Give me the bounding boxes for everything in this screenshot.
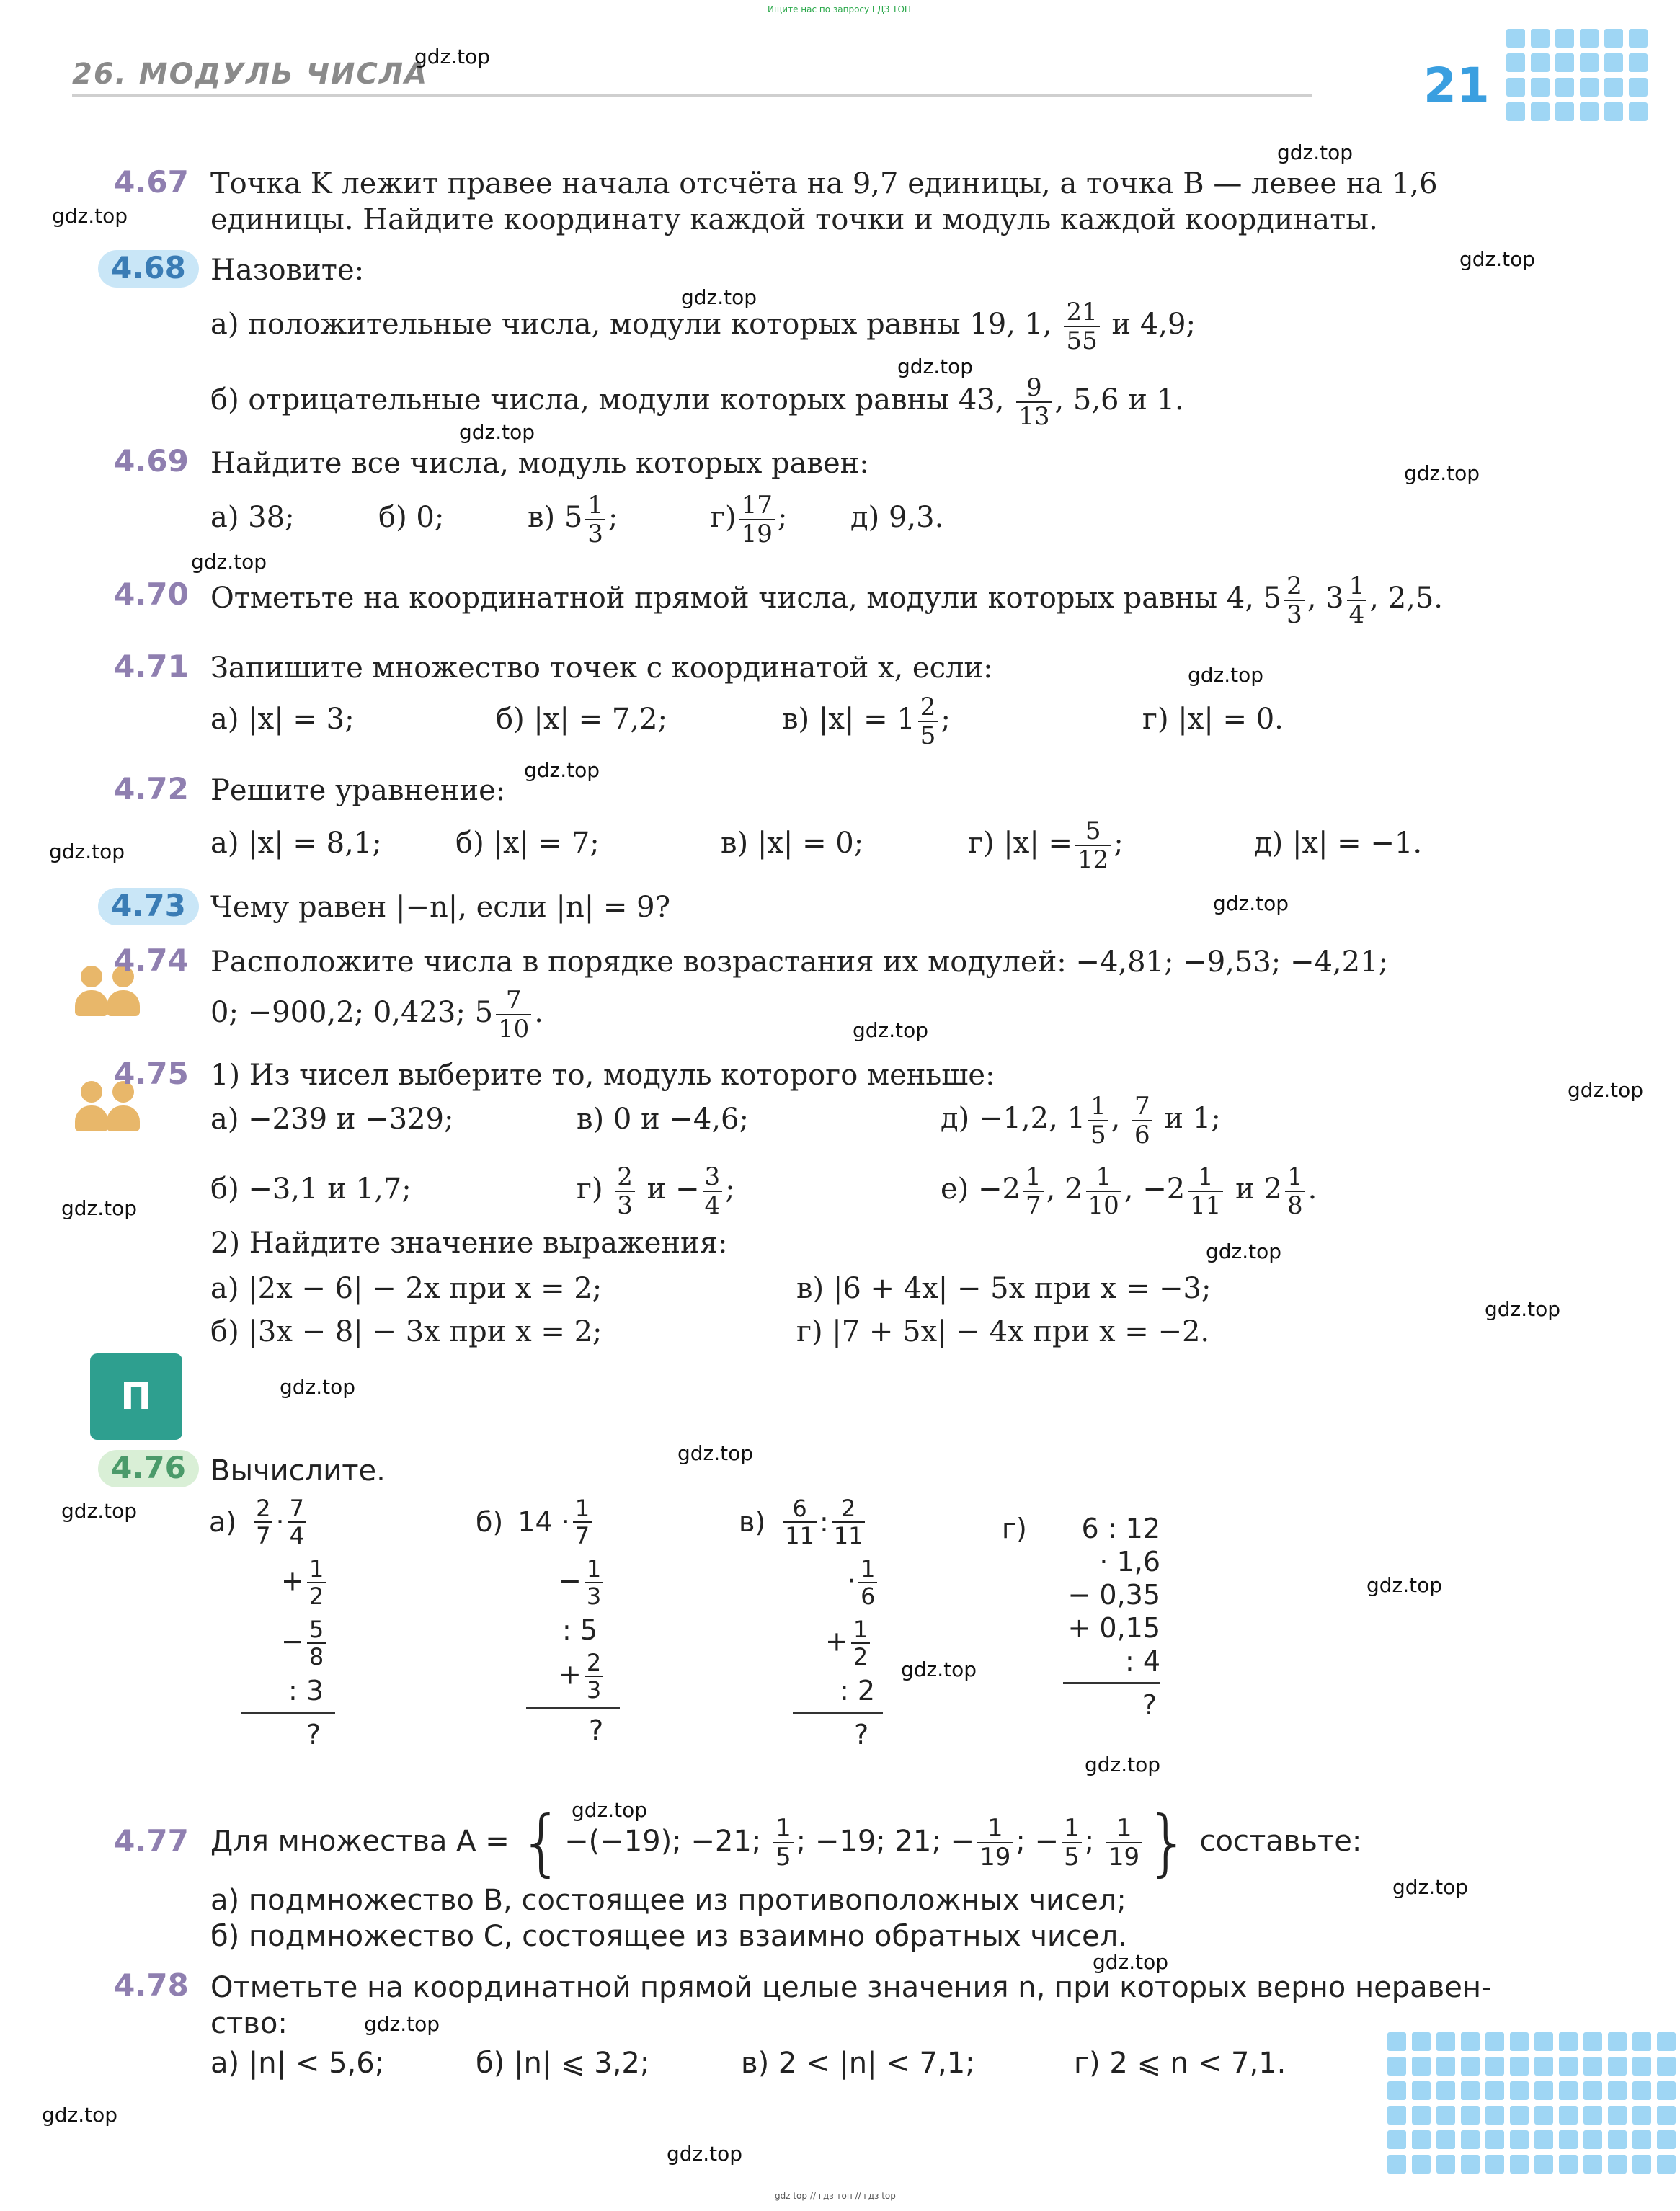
watermark: gdz.top [191,550,267,574]
exercise-4-74-line1: Расположите числа в порядке возрастания их модулей: −4,81; −9,53; −4,21; [210,946,1389,979]
exercise-4-72-g: г) |x| = $\frac{5}{12}$ ; [968,817,1124,874]
exercise-4-77-b: б) подмножество C, состоящее из взаимно обратных чисел. [210,1920,1127,1953]
exercise-4-69-a: а) 38; [210,501,295,534]
exercise-4-68-a-tail: и 4,9; [1111,308,1196,341]
exercise-4-71-a: а) |x| = 3; [210,703,355,736]
fraction: $\frac{9}{13}$ [1016,374,1052,430]
exercise-4-68-a-text: а) положительные числа, модули которых равны 19, 1, [210,308,1052,341]
exercise-4-68-b [210,371,1184,430]
exercise-4-75-expr-v: в) |6 + 4x| − 5x при x = −3; [796,1272,1212,1305]
exercise-4-75-d: д) −1,2, 1 $\frac{1}{5}$ , $\frac{7}{6}$ и 1; [941,1092,1221,1149]
fraction: $\frac{1}{3}$ [585,491,605,548]
exercise-number-4-74: 4.74 [114,943,189,978]
watermark: gdz.top [459,420,535,444]
bottom-note: gdz top // гдз топ // гдз top [775,2191,896,2201]
exercise-4-75-part1: 1) Из чисел выберите то, модуль которого меньше: [210,1059,995,1092]
exercise-4-69-v: в) 5 $\frac{1}{3}$ ; [528,491,618,548]
exercise-4-72-b: б) |x| = 7; [455,827,600,860]
exercise-4-75-b: б) −3,1 и 1,7; [210,1173,412,1206]
watermark: gdz.top [49,840,125,863]
exercise-4-72-d: д) |x| = −1. [1254,827,1423,860]
exercise-4-73-text: Чему равен |−n|, если |n| = 9? [210,891,671,924]
fraction: $\frac{1}{5}$ [1062,1815,1082,1871]
watermark: gdz.top [1277,141,1354,164]
fraction: $\frac{2}{3}$ [1284,572,1305,628]
watermark: gdz.top [1213,891,1289,915]
watermark: gdz.top [280,1375,356,1399]
fraction: $\frac{1}{5}$ [773,1815,794,1871]
fraction: $\frac{1}{7}$ [1023,1163,1044,1219]
fraction: $\frac{1}{2}$ [307,1556,326,1609]
exercise-4-71-title: Запишите множество точек с координатой x, если: [210,651,993,685]
exercise-number-4-77: 4.77 [114,1823,189,1859]
fraction: $\frac{1}{6}$ [858,1556,877,1609]
fraction: $\frac{1}{11}$ [1188,1163,1223,1219]
section-title: 26. МОДУЛЬ ЧИСЛА [72,58,429,91]
exercise-number-4-68: 4.68 [98,250,199,288]
exercise-4-71-g: г) |x| = 0. [1142,703,1284,736]
exercise-4-68-b-tail: , 5,6 и 1. [1054,383,1184,417]
fraction: $\frac{21}{55}$ [1064,298,1099,355]
calc-chain-b: б) 14 · $\frac{1}{7}$ − $\frac{1}{3}$ : 5 + $\frac{2}{3}$ ? [476,1495,620,1747]
watermark: gdz.top [1568,1078,1644,1102]
page-number: 21 [1423,58,1490,113]
exercise-4-75-expr-b: б) |3x − 8| − 3x при x = 2; [210,1315,603,1348]
exercise-4-76-title: Вычислите. [210,1454,386,1487]
fraction: $\frac{1}{8}$ [1285,1163,1305,1219]
watermark: gdz.top [1366,1573,1443,1597]
exercise-4-68-title: Назовите: [210,254,365,287]
exercise-4-67-line2: единицы. Найдите координату каждой точки и модуль каждой координаты. [210,203,1378,236]
fraction: $\frac{2}{7}$ [254,1495,272,1549]
exercise-number-4-71: 4.71 [114,649,189,684]
top-search-note: Ищите нас по запросу ГДЗ ТОП [768,4,911,14]
fraction: $\frac{17}{19}$ [739,491,775,548]
calc-chain-a: а) $\frac{2}{7}$ · $\frac{7}{4}$ + $\frac{1}{2}$ − $\frac{5}{8}$ : 3 ? [209,1495,335,1751]
watermark: gdz.top [677,1441,754,1465]
calc-chain-g: г) 6 : 12 · 1,6 − 0,35 + 0,15 : 4 ? [1002,1513,1160,1721]
watermark: gdz.top [1085,1753,1161,1776]
watermark: gdz.top [1459,247,1536,271]
fraction: $\frac{5}{8}$ [307,1616,326,1670]
exercise-number-4-70: 4.70 [114,577,189,612]
exercise-4-75-expr-g: г) |7 + 5x| − 4x при x = −2. [796,1315,1210,1348]
watermark: gdz.top [681,285,757,309]
exercise-4-72-a: а) |x| = 8,1; [210,827,382,860]
exercise-number-4-76: 4.76 [98,1450,199,1487]
exercise-number-4-67: 4.67 [114,164,189,200]
watermark: gdz.top [1485,1297,1561,1321]
fraction: $\frac{2}{5}$ [918,693,938,749]
fraction: $\frac{2}{3}$ [585,1650,603,1703]
exercise-4-69-g: г) $\frac{17}{19}$ ; [710,491,788,548]
exercise-4-75-g: г) $\frac{2}{3}$ и − $\frac{3}{4}$ ; [577,1162,735,1220]
exercise-4-69-d: д) 9,3. [850,501,944,534]
header-divider [72,94,1312,97]
corner-dot-pattern-bottom [1387,2032,1676,2174]
exercise-4-74-line2: 0; −900,2; 0,423; 5 $\frac{7}{10}$ . [210,986,543,1044]
exercise-4-68-b-text: б) отрицательные числа, модули которых равны 43, [210,383,1005,417]
watermark: gdz.top [897,355,974,378]
exercise-4-72-v: в) |x| = 0; [721,827,864,860]
exercise-4-78-line1: Отметьте на координатной прямой целые значения n, при которых верно неравен- [210,1971,1492,2004]
exercise-4-69-title: Найдите все числа, модуль которых равен: [210,447,869,480]
exercise-number-4-72: 4.72 [114,771,189,806]
fraction: $\frac{5}{12}$ [1075,817,1111,873]
exercise-number-4-69: 4.69 [114,443,189,479]
exercise-4-71-b: б) |x| = 7,2; [496,703,667,736]
fraction: $\frac{1}{19}$ [977,1815,1013,1871]
exercise-number-4-73: 4.73 [98,888,199,925]
watermark: gdz.top [1093,1950,1169,1974]
exercise-4-70-text: Отметьте на координатной прямой числа, модули которых равны 4, 5 $\frac{2}{3}$ , 3 $\frac{1}{4}$ , 2,5. [210,571,1444,629]
watermark: gdz.top [1188,663,1264,687]
exercise-number-4-78: 4.78 [114,1967,189,2003]
fraction: $\frac{1}{7}$ [573,1495,592,1549]
fraction: $\frac{2}{11}$ [832,1495,866,1549]
exercise-number-4-75: 4.75 [114,1056,189,1091]
exercise-4-78-a: а) |n| < 5,6; [210,2047,385,2080]
exercise-4-78-g: г) 2 ⩽ n < 7,1. [1074,2047,1286,2080]
watermark: gdz.top [1404,461,1480,485]
exercise-4-72-title: Решите уравнение: [210,774,506,807]
exercise-4-78-line2: ство: [210,2007,288,2040]
exercise-4-75-v: в) 0 и −4,6; [577,1103,749,1136]
exercise-4-78-b: б) |n| ⩽ 3,2; [476,2047,650,2080]
watermark: gdz.top [42,2103,118,2127]
watermark: gdz.top [61,1499,138,1523]
exercise-4-77-set: Для множества A = {−(−19); −21; $\frac{1}{5}$ ; −19; 21; − $\frac{1}{19}$ ; − $\frac{1}{5}$ ; $\frac{1}{19}$ } составьте: [210,1800,1362,1885]
watermark: gdz.top [853,1018,929,1042]
fraction: $\frac{1}{19}$ [1106,1815,1142,1871]
fraction: $\frac{2}{3}$ [615,1163,635,1219]
exercise-4-71-v: в) |x| = 1 $\frac{2}{5}$ ; [782,693,951,750]
calc-chain-v: в) $\frac{6}{11}$ : $\frac{2}{11}$ · $\frac{1}{6}$ + $\frac{1}{2}$ : 2 ? [739,1495,883,1751]
fraction: $\frac{7}{10}$ [496,987,531,1043]
exercise-4-78-v: в) 2 < |n| < 7,1; [741,2047,975,2080]
exercise-4-75-part2: 2) Найдите значение выражения: [210,1227,728,1260]
fraction: $\frac{3}{4}$ [703,1163,723,1219]
fraction: $\frac{7}{4}$ [288,1495,306,1549]
exercise-4-75-a: а) −239 и −329; [210,1103,454,1136]
exercise-4-75-e: е) −2 $\frac{1}{7}$ , 2 $\frac{1}{10}$ , −2 $\frac{1}{11}$ и 2 $\frac{1}{8}$ . [941,1162,1317,1220]
fraction: $\frac{1}{5}$ [1088,1093,1108,1149]
exercise-4-67-line1: Точка K лежит правее начала отсчёта на 9,7 единицы, а точка B — левее на 1,6 [210,167,1438,200]
watermark: gdz.top [364,2012,440,2036]
watermark: gdz.top [901,1658,977,1681]
fraction: $\frac{6}{11}$ [783,1495,817,1549]
fraction: $\frac{7}{6}$ [1132,1093,1152,1149]
watermark: gdz.top [1392,1875,1469,1899]
fraction: $\frac{1}{10}$ [1086,1163,1121,1219]
watermark: gdz.top [572,1798,648,1822]
fraction: $\frac{1}{4}$ [1347,572,1367,628]
watermark: gdz.top [61,1196,138,1220]
fraction: $\frac{1}{3}$ [585,1556,603,1609]
fraction: $\frac{1}{2}$ [851,1616,870,1670]
corner-dot-pattern-top [1506,29,1648,121]
watermark: gdz.top [524,758,600,782]
exercise-4-69-b: б) 0; [378,501,445,534]
puzzle-icon: П [90,1353,182,1440]
watermark: gdz.top [414,45,491,68]
watermark: gdz.top [52,204,128,228]
watermark: gdz.top [1206,1240,1282,1263]
left-brace: { [518,1800,565,1885]
watermark: gdz.top [667,2142,743,2166]
exercise-4-77-a: а) подмножество B, состоящее из противоположных чисел; [210,1884,1126,1917]
exercise-4-75-expr-a: а) |2x − 6| − 2x при x = 2; [210,1272,603,1305]
right-brace: } [1145,1800,1191,1885]
